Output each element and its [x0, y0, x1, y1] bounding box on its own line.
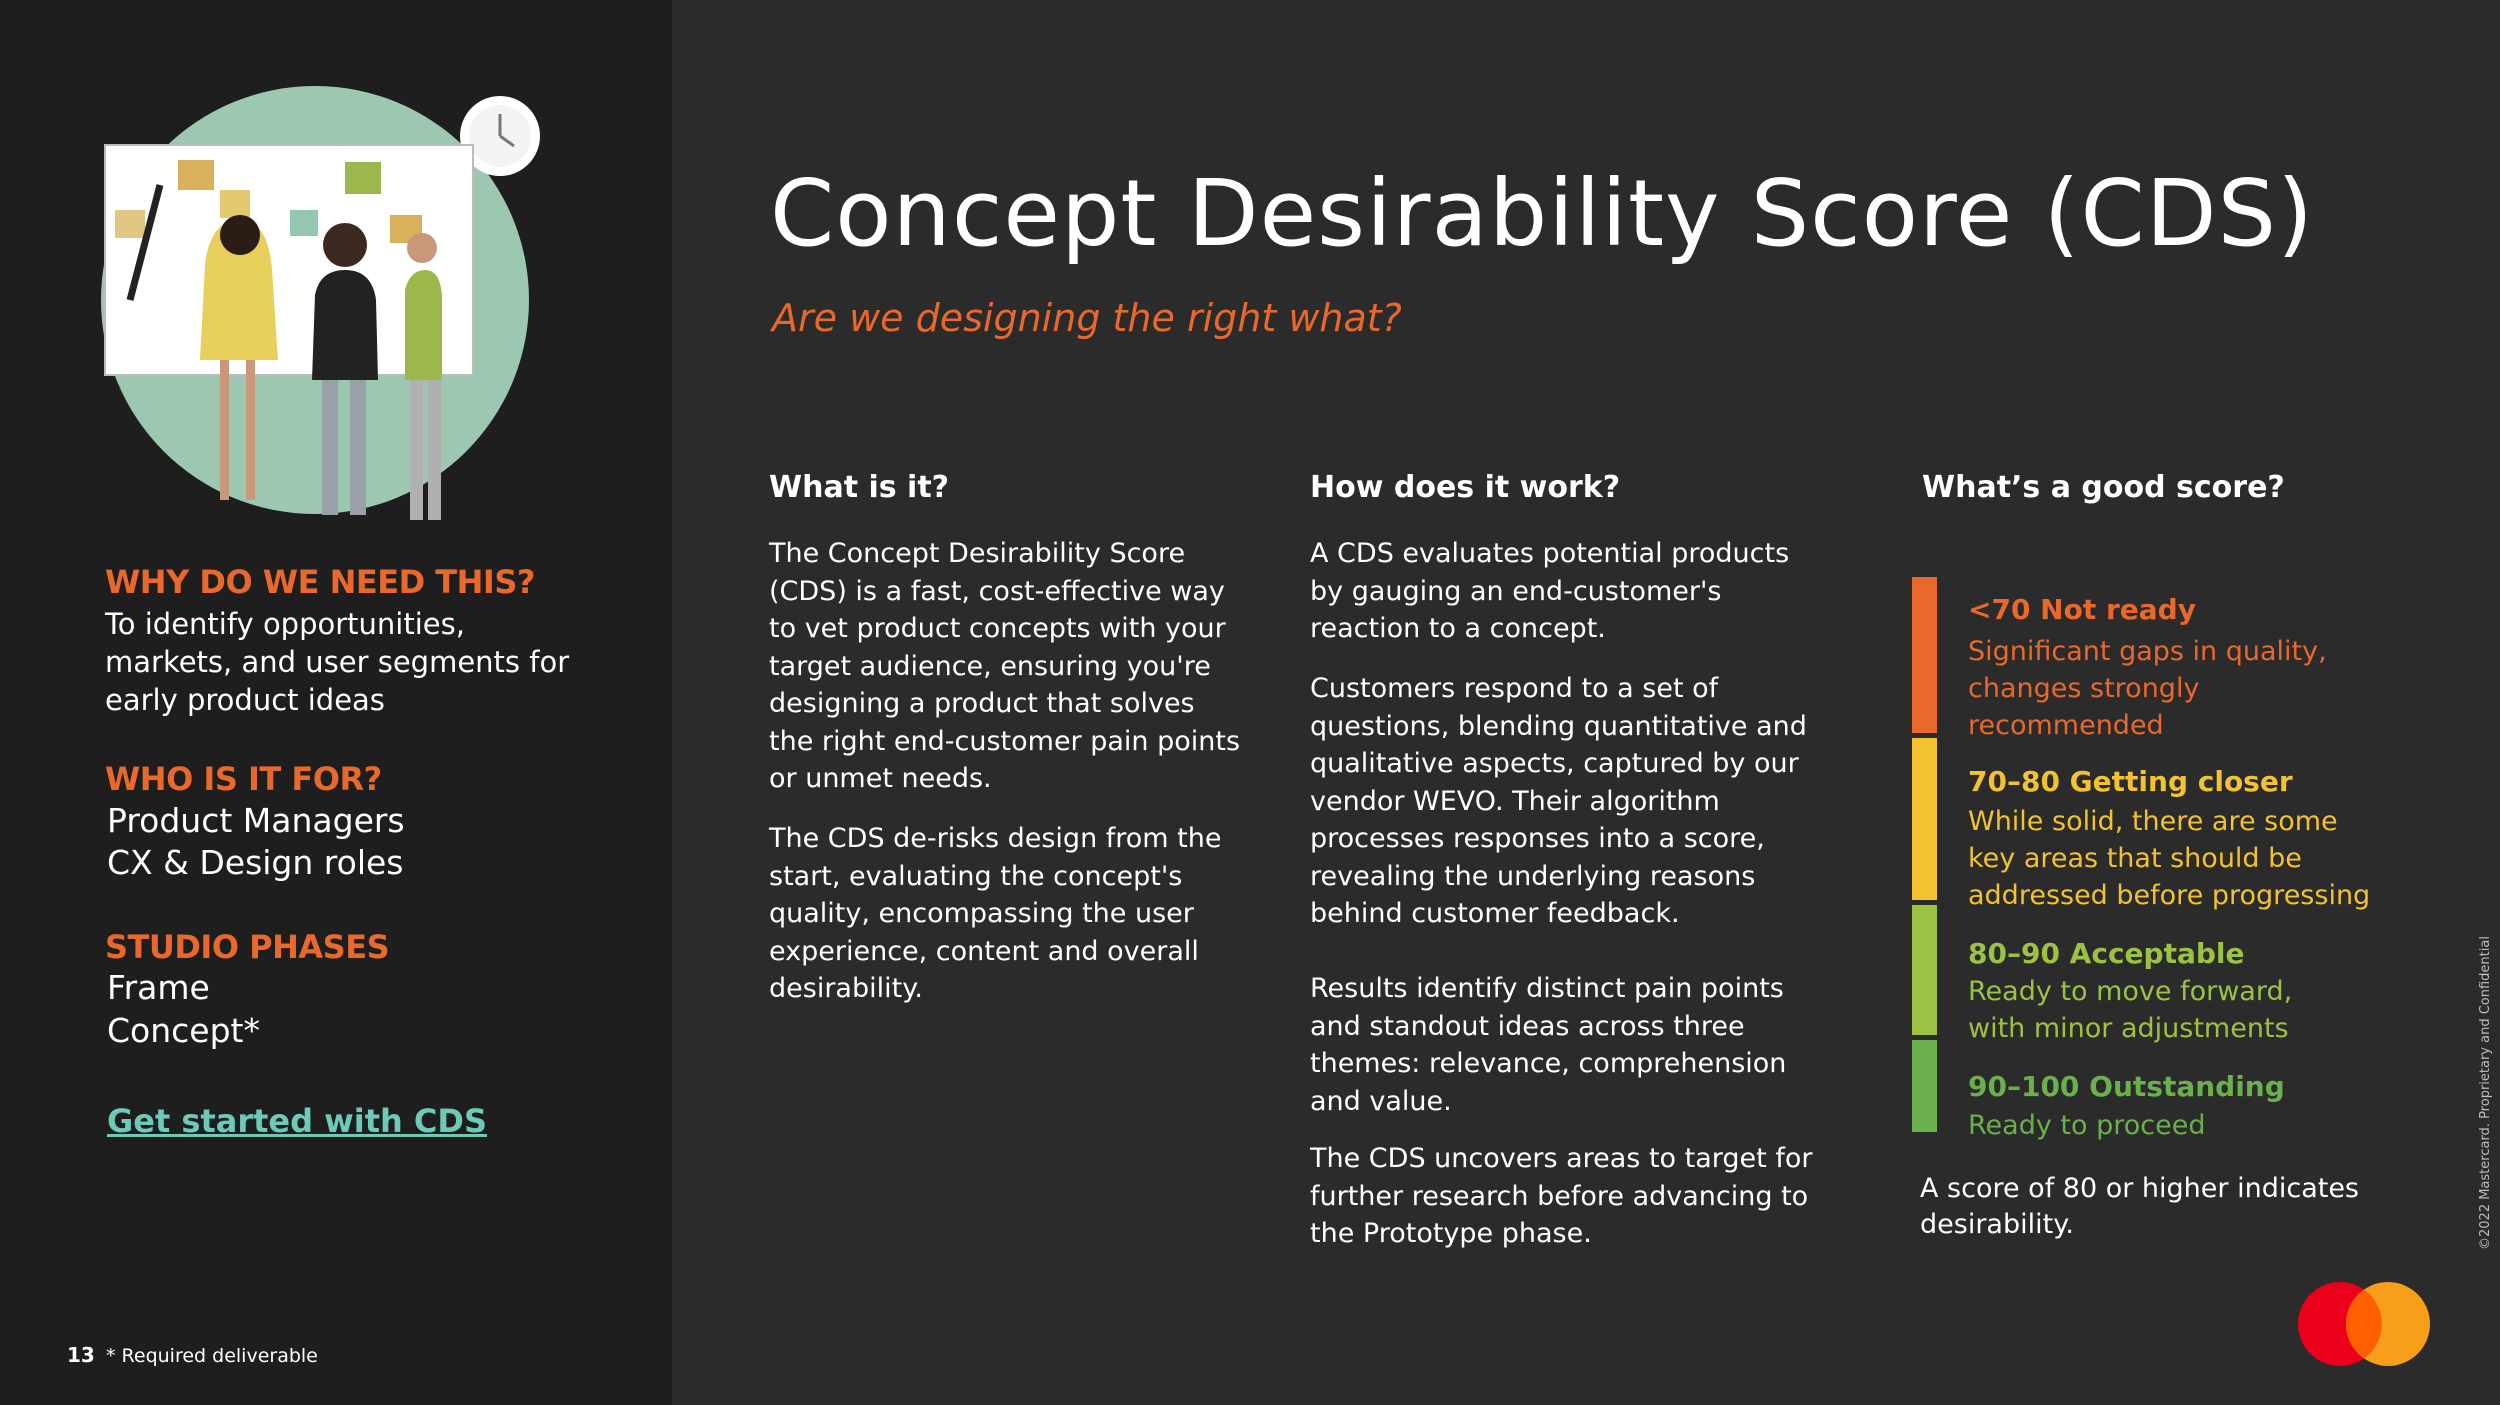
how-paragraph: Customers respond to a set of questions, blending quantitative and qualitative aspects, captured by our vendor WEVO. Their algorithm processes responses into a score, revealing the underlying reasons behind customer feedback.: [1310, 673, 1807, 929]
how-paragraph: A CDS evaluates potential products by gauging an end-customer's reaction to a concept.: [1310, 538, 1790, 644]
who-item: Product Managers: [107, 801, 405, 840]
who-heading: WHO IS IT FOR?: [105, 760, 382, 798]
team-whiteboard-illustration: [100, 70, 560, 530]
how-paragraph: Results identify distinct pain points and standout ideas across three themes: relevance, comprehension and value.: [1310, 973, 1787, 1117]
what-heading: What is it?: [769, 470, 950, 505]
score-level-title: 80–90 Acceptable: [1968, 937, 2245, 970]
page-number: 13: [67, 1343, 95, 1367]
score-bar-not-ready: [1912, 577, 1937, 733]
what-paragraph: The CDS de-risks design from the start, evaluating the concept's quality, encompassing the user experience, content and overall desirability.: [769, 823, 1222, 1004]
good-score-heading: What’s a good score?: [1922, 470, 2285, 505]
score-level-desc: Ready to move forward, with minor adjustments: [1968, 976, 2293, 1044]
mastercard-logo: [2296, 1280, 2432, 1368]
why-text: To identify opportunities, markets, and user segments for early product ideas: [105, 607, 570, 717]
phase-item: Frame: [107, 968, 210, 1007]
score-level-title: 70–80 Getting closer: [1968, 765, 2293, 798]
score-level-title: 90–100 Outstanding: [1968, 1070, 2285, 1103]
score-level-desc: While solid, there are some key areas that should be addressed before progressing: [1968, 806, 2371, 911]
phase-item: Concept*: [107, 1011, 260, 1050]
score-level-desc: Significant gaps in quality, changes strongly recommended: [1968, 636, 2327, 741]
score-level-title: <70 Not ready: [1968, 593, 2196, 626]
confidential-notice: ©2022 Mastercard. Proprietary and Confidential: [2478, 936, 2493, 1250]
score-bar-acceptable: [1912, 905, 1937, 1035]
who-item: CX & Design roles: [107, 843, 404, 882]
phases-heading: STUDIO PHASES: [105, 928, 390, 966]
footnote: * Required deliverable: [106, 1345, 318, 1367]
how-paragraph: The CDS uncovers areas to target for further research before advancing to the Prototype phase.: [1310, 1143, 1813, 1249]
page-subtitle: Are we designing the right what?: [772, 296, 1402, 340]
score-level-desc: Ready to proceed: [1968, 1110, 2206, 1141]
good-score-note: A score of 80 or higher indicates desirability.: [1920, 1173, 2360, 1240]
sidebar: [0, 0, 672, 1405]
score-bar-getting-closer: [1912, 738, 1937, 900]
get-started-link[interactable]: Get started with CDS: [107, 1102, 488, 1140]
score-bar-outstanding: [1912, 1040, 1937, 1132]
page-title: Concept Desirability Score (CDS): [770, 160, 2314, 267]
why-heading: WHY DO WE NEED THIS?: [105, 563, 535, 601]
what-paragraph: The Concept Desirability Score (CDS) is a fast, cost-effective way to vet product concepts with your target audience, ensuring you're designing a product that solves the right end-customer pain points or unmet needs.: [769, 538, 1241, 794]
how-heading: How does it work?: [1310, 470, 1621, 505]
